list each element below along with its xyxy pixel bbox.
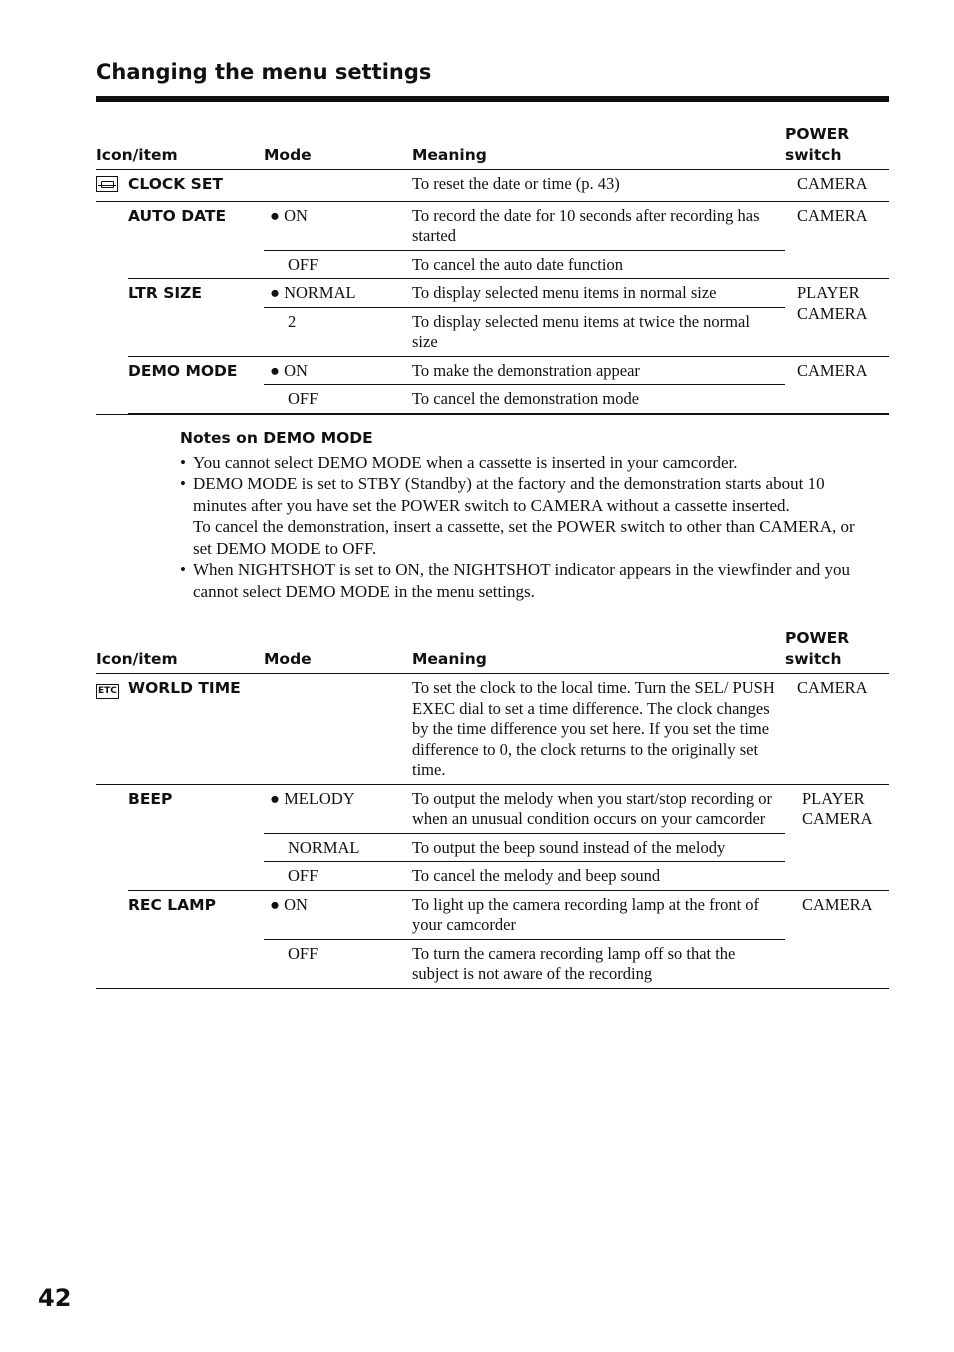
power-cell: CAMERA	[785, 170, 889, 202]
default-marker-icon: ●	[270, 788, 280, 808]
mode-cell: OFF	[264, 939, 412, 988]
power-cell: CAMERA	[785, 356, 889, 413]
meaning-cell: To make the demonstration appear	[412, 356, 785, 385]
mode-cell: ● ON	[264, 890, 412, 939]
meaning-cell: To display selected menu items in normal size	[412, 279, 785, 308]
meaning-cell: To output the melody when you start/stop recording or when an unusual condition occurs on your camcorder	[412, 784, 785, 833]
item-auto-date: AUTO DATE	[128, 201, 264, 279]
header-power: POWER switch	[785, 124, 889, 170]
item-beep: BEEP	[128, 784, 264, 890]
mode-cell: OFF	[264, 250, 412, 279]
camera-set-icon	[96, 170, 128, 202]
header-meaning: Meaning	[412, 628, 785, 674]
power-cell: PLAYER CAMERA	[785, 784, 889, 890]
table-row	[96, 279, 889, 308]
table-row	[96, 201, 889, 250]
bullet-icon: •	[180, 474, 186, 493]
note-item: • DEMO MODE is set to STBY (Standby) at the factory and the demonstration starts about 10 minutes after you have set the POWER switch to CAMERA without a cassette inserted. To cancel the demonstration, insert a cassette, set the POWER switch to other than CAMERA, or set DEMO MODE to OFF.	[180, 473, 870, 559]
meaning-cell: To set the clock to the local time. Turn the SEL/ PUSH EXEC dial to set a time difference. The clock changes by the time difference you set here. If you set the time difference to 0, the clock returns to the originally set time.	[412, 674, 785, 785]
table-row	[96, 170, 889, 202]
power-cell: CAMERA	[785, 890, 889, 988]
meaning-cell: To cancel the auto date function	[412, 250, 785, 279]
header-power: POWER switch	[785, 628, 889, 674]
notes-title: Notes on DEMO MODE	[180, 429, 373, 447]
note-item: • When NIGHTSHOT is set to ON, the NIGHTSHOT indicator appears in the viewfinder and you cannot select DEMO MODE in the menu settings.	[180, 560, 851, 601]
default-marker-icon: ●	[270, 360, 280, 380]
bullet-icon: •	[180, 452, 186, 472]
default-marker-icon: ●	[270, 205, 280, 225]
meaning-cell: To cancel the demonstration mode	[412, 385, 785, 414]
power-cell: CAMERA	[785, 201, 889, 279]
table-row	[96, 356, 889, 385]
table-header-row	[96, 628, 889, 674]
meaning-cell: To light up the camera recording lamp at the front of your camcorder	[412, 890, 785, 939]
icon-cell	[96, 784, 128, 988]
notes-section	[180, 428, 870, 602]
table-header-row	[96, 124, 889, 170]
title-rule	[96, 96, 889, 102]
etc-icon: ETC	[96, 674, 128, 785]
mode-cell: ● MELODY	[264, 784, 412, 833]
bullet-icon: •	[180, 560, 186, 579]
page-number: 42	[38, 1284, 72, 1312]
mode-cell: 2	[264, 307, 412, 356]
mode-cell	[264, 170, 412, 202]
mode-cell: NORMAL	[264, 833, 412, 862]
item-rec-lamp: REC LAMP	[128, 890, 264, 988]
mode-cell: ● ON	[264, 201, 412, 250]
item-demo-mode: DEMO MODE	[128, 356, 264, 413]
default-marker-icon: ●	[270, 283, 280, 302]
meaning-cell: To display selected menu items at twice the normal size	[412, 307, 785, 356]
icon-cell	[96, 201, 128, 413]
mode-cell: OFF	[264, 862, 412, 891]
power-cell: CAMERA	[785, 674, 889, 785]
item-ltr-size: LTR SIZE	[128, 279, 264, 357]
menu-table-1	[96, 124, 889, 415]
menu-table-2	[96, 628, 889, 989]
note-item: • You cannot select DEMO MODE when a cassette is inserted in your camcorder.	[180, 452, 738, 472]
item-clock-set: CLOCK SET	[128, 170, 264, 202]
header-mode: Mode	[264, 124, 412, 170]
mode-cell: OFF	[264, 385, 412, 414]
header-icon-item: Icon/item	[96, 124, 264, 170]
table-row	[96, 784, 889, 833]
table-row	[96, 890, 889, 939]
meaning-cell: To output the beep sound instead of the melody	[412, 833, 785, 862]
header-mode: Mode	[264, 628, 412, 674]
default-marker-icon: ●	[270, 894, 280, 914]
page-title: Changing the menu settings	[96, 60, 432, 84]
mode-cell: ● ON	[264, 356, 412, 385]
mode-cell	[264, 674, 412, 785]
item-world-time: WORLD TIME	[128, 674, 264, 785]
meaning-cell: To record the date for 10 seconds after recording has started	[412, 201, 785, 250]
power-cell: PLAYER CAMERA	[785, 279, 889, 357]
meaning-cell: To cancel the melody and beep sound	[412, 862, 785, 891]
header-icon-item: Icon/item	[96, 628, 264, 674]
meaning-cell: To turn the camera recording lamp off so that the subject is not aware of the recording	[412, 939, 785, 988]
note-continuation: To cancel the demonstration, insert a cassette, set the POWER switch to other than CAMERA, or set DEMO MODE to OFF.	[193, 517, 855, 558]
mode-cell: ● NORMAL	[264, 279, 412, 308]
meaning-cell: To reset the date or time (p. 43)	[412, 170, 785, 202]
table-row	[96, 674, 889, 785]
header-meaning: Meaning	[412, 124, 785, 170]
